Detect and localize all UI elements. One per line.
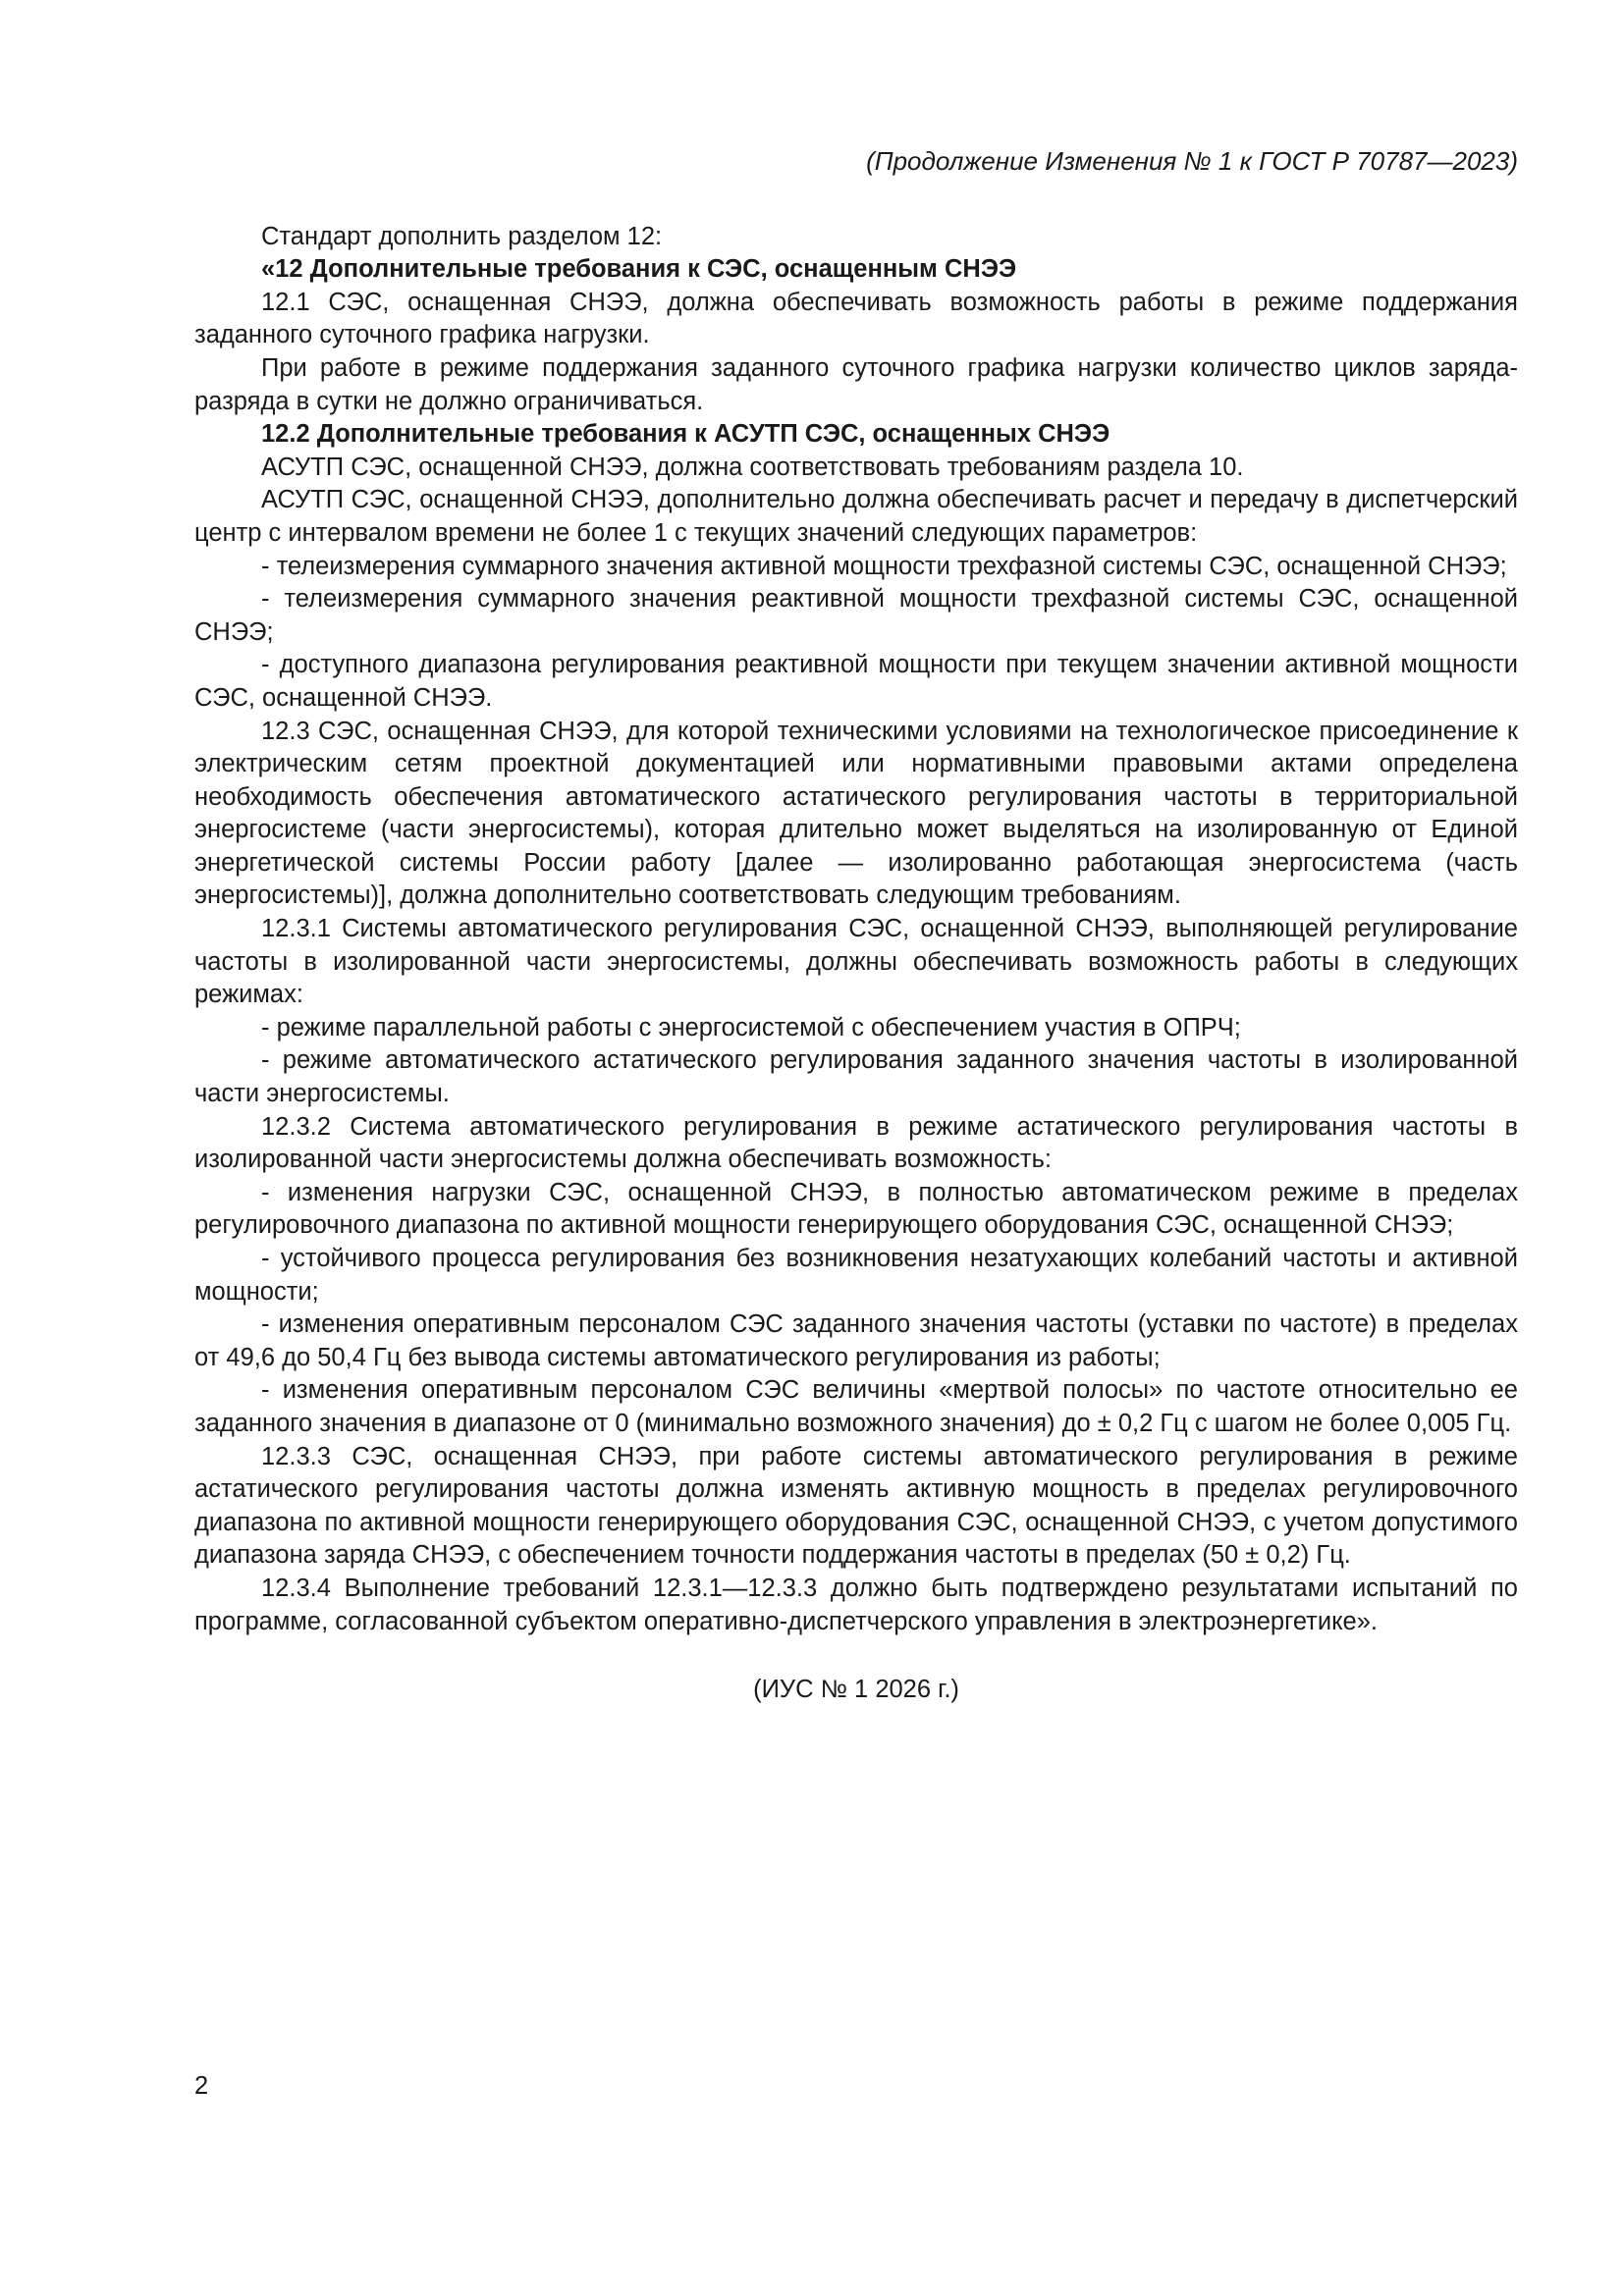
list-item: - режиме параллельной работы с энергосистемой с обеспечением участия в ОПРЧ; bbox=[261, 1013, 1241, 1041]
list-item: - доступного диапазона регулирования реактивной мощности при текущем значении активной мощности СЭС, оснащенной СНЭЭ. bbox=[194, 651, 1518, 712]
paragraph: Стандарт дополнить разделом 12: bbox=[261, 222, 663, 250]
paragraph: 12.3 СЭС, оснащенная СНЭЭ, для которой техническими условиями на технологическое присоединение к электрическим сетям проектной документацией или нормативными правовыми актами определена необходимость обеспечения автоматического астатического регулирования частоты в территориальной энергосистеме (части энергосистемы), которая длительно может выделяться на изолированную от Единой энергетической системы России работу [далее — изолированно работающая энергосистема (часть энергосистемы)], должна дополнительно соответствовать следующим требованиям. bbox=[194, 717, 1518, 910]
list-item: - изменения оперативным персоналом СЭС величины «мертвой полосы» по частоте относительно ее заданного значения в диапазоне от 0 (минимально возможного значения) до ± 0,2 Гц с шагом не более 0,005 Гц. bbox=[194, 1376, 1518, 1437]
list-item: - изменения нагрузки СЭС, оснащенной СНЭЭ, в полностью автоматическом режиме в пределах регулировочного диапазона по активной мощности генерирующего оборудования СЭС, оснащенной СНЭЭ; bbox=[194, 1178, 1518, 1240]
list-item: - устойчивого процесса регулирования без возникновения незатухающих колебаний частоты и активной мощности; bbox=[194, 1245, 1518, 1306]
list-item: - телеизмерения суммарного значения активной мощности трехфазной системы СЭС, оснащенной СНЭЭ; bbox=[261, 552, 1507, 580]
paragraph: АСУТП СЭС, оснащенной СНЭЭ, должна соответствовать требованиям раздела 10. bbox=[261, 453, 1244, 481]
paragraph: 12.3.1 Системы автоматического регулирования СЭС, оснащенной СНЭЭ, выполняющей регулирование частоты в изолированной части энергосистемы, должны обеспечивать возможность работы в следующих режимах: bbox=[194, 915, 1518, 1009]
section-heading: «12 Дополнительные требования к СЭС, оснащенным СНЭЭ bbox=[261, 255, 1017, 284]
ius-reference: (ИУС № 1 2026 г.) bbox=[753, 1676, 959, 1704]
list-item: - изменения оперативным персоналом СЭС заданного значения частоты (уставки по частоте) в пределах от 49,6 до 50,4 Гц без вывода системы автоматического регулирования из работы; bbox=[194, 1310, 1518, 1371]
page-number: 2 bbox=[194, 2072, 209, 2100]
document-page bbox=[194, 145, 1518, 1707]
paragraph: 12.3.2 Система автоматического регулирования в режиме астатического регулирования частоты в изолированной части энергосистемы должна обеспечивать возможность: bbox=[194, 1112, 1518, 1174]
list-item: - режиме автоматического астатического регулирования заданного значения частоты в изолированной части энергосистемы. bbox=[194, 1046, 1518, 1108]
list-item: - телеизмерения суммарного значения реактивной мощности трехфазной системы СЭС, оснащенной СНЭЭ; bbox=[194, 585, 1518, 646]
paragraph: При работе в режиме поддержания заданного суточного графика нагрузки количество циклов заряда-разряда в сутки не должно ограничиваться. bbox=[194, 353, 1518, 415]
paragraph: АСУТП СЭС, оснащенной СНЭЭ, дополнительно должна обеспечивать расчет и передачу в диспетчерский центр с интервалом времени не более 1 с текущих значений следующих параметров: bbox=[194, 486, 1518, 547]
paragraph: 12.1 СЭС, оснащенная СНЭЭ, должна обеспечивать возможность работы в режиме поддержания заданного суточного графика нагрузки. bbox=[194, 288, 1518, 349]
page-header: (Продолжение Изменения № 1 к ГОСТ Р 70787—2023) bbox=[866, 146, 1518, 176]
subsection-heading: 12.2 Дополнительные требования к АСУТП СЭС, оснащенных СНЭЭ bbox=[261, 420, 1110, 449]
paragraph: 12.3.3 СЭС, оснащенная СНЭЭ, при работе системы автоматического регулирования в режиме астатического регулирования частоты должна изменять активную мощность в пределах регулировочного диапазона по активной мощности генерирующего оборудования СЭС, оснащенной СНЭЭ, с учетом допустимого диапазона заряда СНЭЭ, с обеспечением точности поддержания частоты в пределах (50 ± 0,2) Гц. bbox=[194, 1442, 1518, 1570]
paragraph: 12.3.4 Выполнение требований 12.3.1—12.3.3 должно быть подтверждено результатами испытаний по программе, согласованной субъектом оперативно-диспетчерского управления в электроэнергетике». bbox=[194, 1574, 1518, 1635]
